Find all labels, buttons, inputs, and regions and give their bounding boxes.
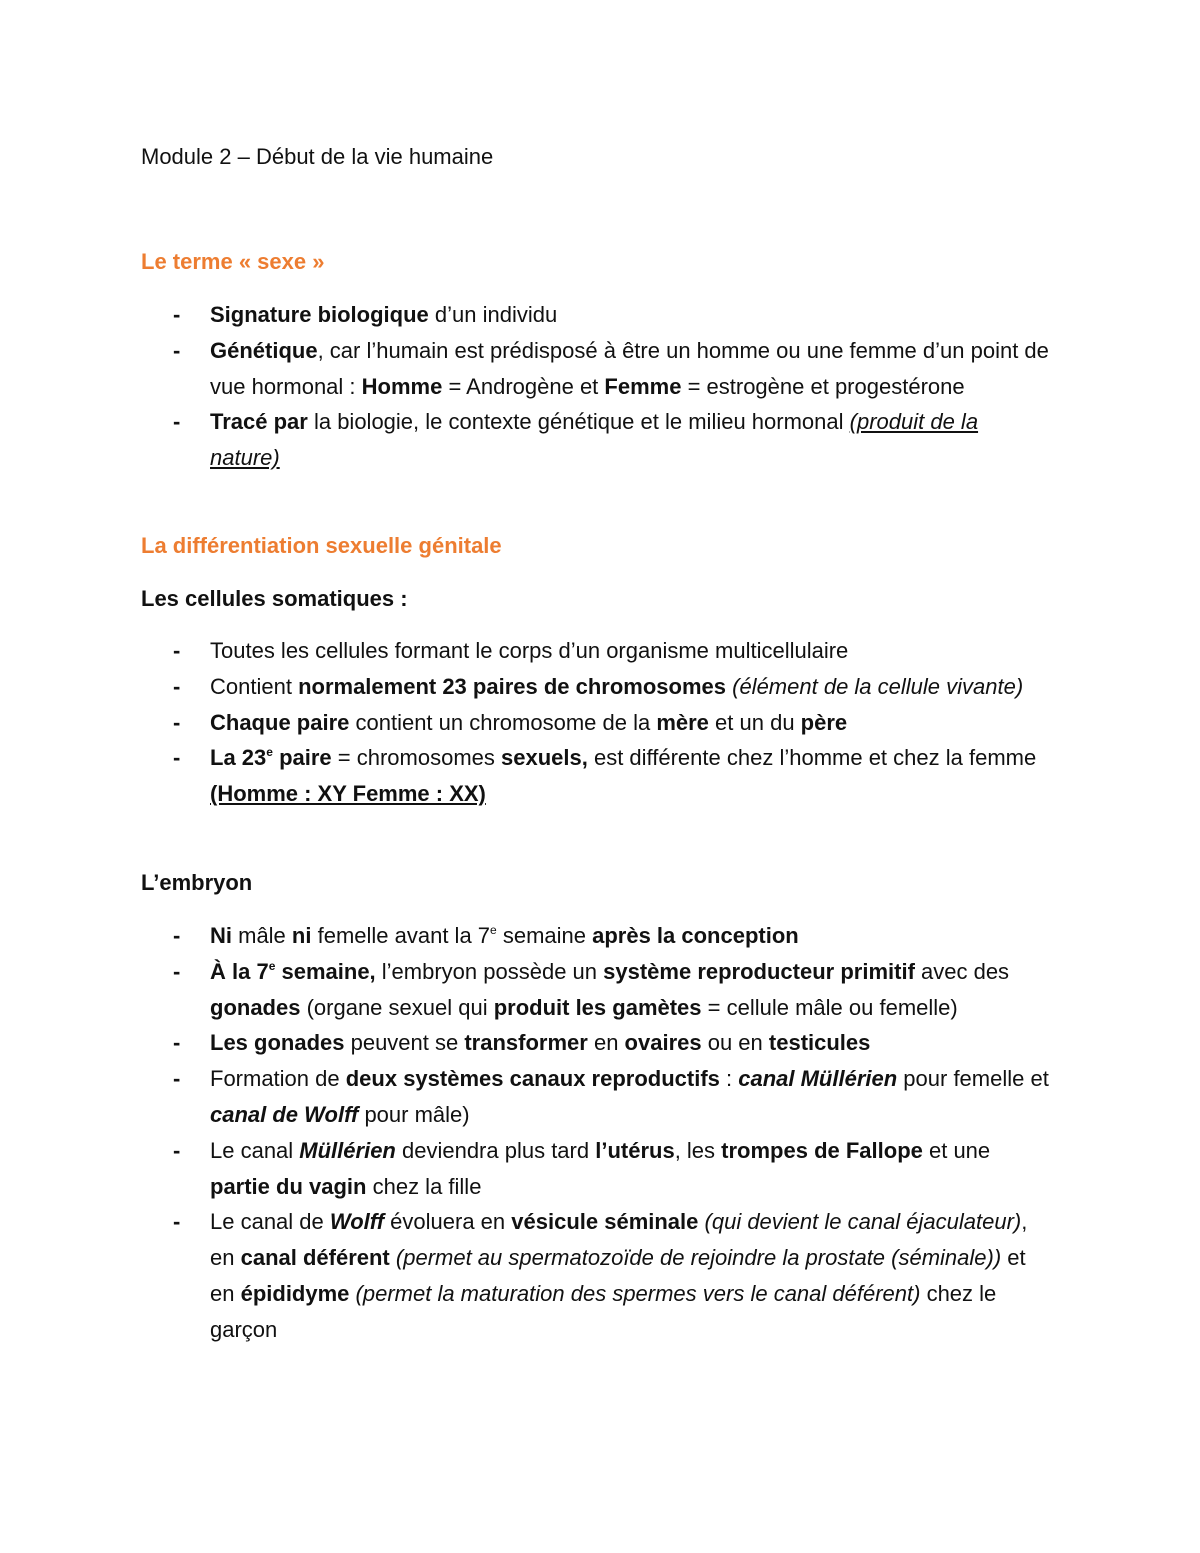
- list-item: - Formation de deux systèmes canaux reproductifs : canal Müllérien pour femelle et canal de Wolff pour mâle): [141, 1061, 1051, 1133]
- section-heading-differentiation: La différentiation sexuelle génitale: [141, 533, 502, 558]
- bullet-dash: -: [173, 302, 181, 327]
- bullet-dash: -: [173, 1137, 181, 1163]
- bullet-dash: -: [173, 958, 181, 984]
- list-item: - Ni mâle ni femelle avant la 7e semaine après la conception: [141, 918, 1051, 954]
- bullet-dash: -: [173, 337, 181, 363]
- list-item: - Le canal Müllérien deviendra plus tard l’utérus, les trompes de Fallope et une partie du vagin chez la fille: [141, 1133, 1051, 1205]
- bullet-dash: -: [173, 1209, 181, 1235]
- list-item: - La 23e paire = chromosomes sexuels, est différente chez l’homme et chez la femme (Homme : XY Femme : XX): [141, 740, 1051, 812]
- list-item: - Toutes les cellules formant le corps d’un organisme multicellulaire: [141, 633, 1051, 669]
- subheading-somatic: Les cellules somatiques :: [141, 586, 408, 611]
- list-item: - À la 7e semaine, l’embryon possède un système reproducteur primitif avec des gonades (organe sexuel qui produit les gamètes = cellule mâle ou femelle): [141, 954, 1051, 1026]
- list-item: - Contient normalement 23 paires de chromosomes (élément de la cellule vivante): [141, 669, 1051, 705]
- list-item: - Le canal de Wolff évoluera en vésicule séminale (qui devient le canal éjaculateur), en canal déférent (permet au spermatozoïde de rejoindre la prostate (séminale)) et en épididyme (permet la maturation des spermes vers le canal déférent) chez le garçon: [141, 1204, 1051, 1347]
- section-heading-sexe: Le terme « sexe »: [141, 249, 325, 274]
- list-somatic: [141, 633, 1051, 812]
- bullet-dash: -: [173, 409, 181, 435]
- bullet-dash: -: [173, 673, 181, 699]
- subheading-embryo: L’embryon: [141, 870, 253, 895]
- list-embryo: [141, 918, 1051, 1348]
- bullet-dash: -: [173, 923, 181, 948]
- list-sexe: [141, 297, 1051, 476]
- bullet-dash: -: [173, 638, 181, 663]
- page-title: Module 2 – Début de la vie humaine: [141, 144, 494, 169]
- list-item: - Tracé par la biologie, le contexte génétique et le milieu hormonal (produit de la nature): [141, 404, 1051, 476]
- list-item: - Les gonades peuvent se transformer en ovaires ou en testicules: [141, 1025, 1051, 1061]
- list-item: - Génétique, car l’humain est prédisposé à être un homme ou une femme d’un point de vue hormonal : Homme = Androgène et Femme = estrogène et progestérone: [141, 333, 1051, 405]
- list-item: - Chaque paire contient un chromosome de la mère et un du père: [141, 705, 1051, 741]
- bullet-dash: -: [173, 709, 181, 735]
- list-item: - Signature biologique d’un individu: [141, 297, 1051, 333]
- bullet-dash: -: [173, 745, 181, 771]
- bullet-dash: -: [173, 1030, 181, 1056]
- bullet-dash: -: [173, 1066, 181, 1092]
